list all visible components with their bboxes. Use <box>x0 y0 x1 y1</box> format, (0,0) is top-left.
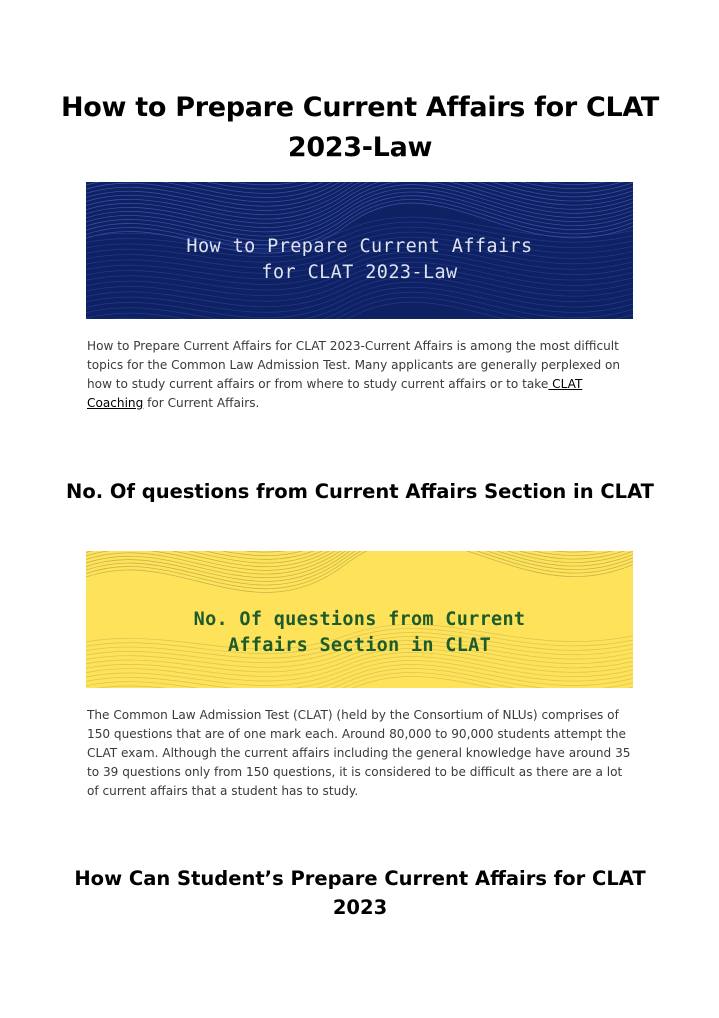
wave-line <box>86 664 633 688</box>
clat-coaching-link[interactable]: CLAT Coaching <box>87 377 583 410</box>
wave-line <box>86 551 633 585</box>
intro-text-end: for Current Affairs. <box>143 396 260 410</box>
wave-line <box>86 182 633 228</box>
intro-paragraph <box>87 337 635 413</box>
banner-caption-line-1: No. Of questions from Current <box>193 609 526 630</box>
banner-caption-line-1: How to Prepare Current Affairs <box>186 236 533 257</box>
banner-caption <box>86 607 633 659</box>
section-heading-prepare: How Can Student’s Prepare Current Affairs for CLAT 2023 <box>74 867 646 919</box>
banner-caption-line-2: for CLAT 2023-Law <box>261 262 458 283</box>
banner-image-prepare-current-affairs <box>86 182 633 319</box>
banner-caption <box>86 234 633 286</box>
questions-paragraph: The Common Law Admission Test (CLAT) (held by the Consortium of NLUs) comprises of 150 questions that are of one mark each. Around 80,000 to 90,000 students attempt the CLAT exam. Although the current affairs including the general knowledge have around 35 to 39 questions only from 150 questions, it is considered to be difficult as there are a lot of current affairs that a student has to study. <box>87 708 631 798</box>
wave-line <box>86 551 633 581</box>
section-heading-questions: No. Of questions from Current Affairs Section in CLAT <box>66 480 654 503</box>
page-title: How to Prepare Current Affairs for CLAT 2023-Law <box>60 92 660 163</box>
banner-image-questions <box>86 551 633 688</box>
wave-line <box>86 676 633 688</box>
intro-text: How to Prepare Current Affairs for CLAT 2023-Current Affairs is among the most difficult topics for the Common Law Admission Test. Many applicants are generally perplexed on how to study current affairs or from where to study current affairs or to take <box>87 339 621 391</box>
banner-caption-line-2: Affairs Section in CLAT <box>227 635 492 656</box>
